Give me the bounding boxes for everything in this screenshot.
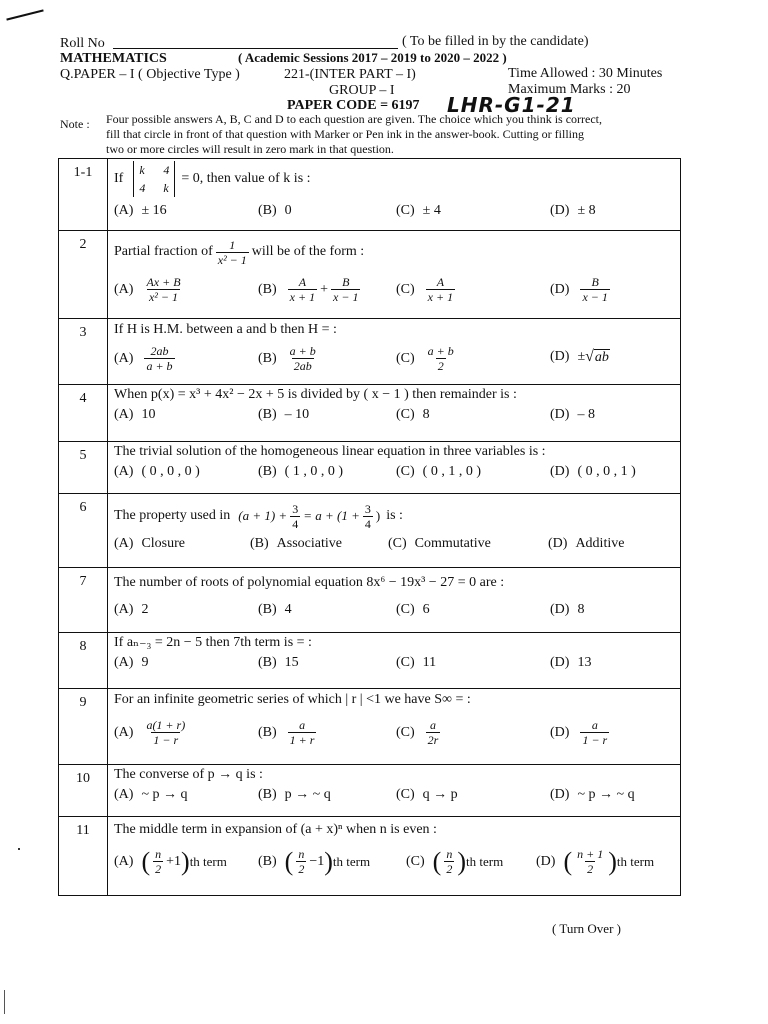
fraction-numerator: B bbox=[591, 275, 599, 289]
matrix-cell: 4 bbox=[139, 181, 146, 195]
plus-sign: + bbox=[320, 281, 329, 297]
option-label: (A) bbox=[114, 655, 134, 670]
question-text: The trivial solution of the homogeneous linear equation in three variables is : bbox=[114, 444, 546, 459]
option-value: ± 4 bbox=[422, 203, 441, 218]
option-c[interactable] bbox=[388, 536, 491, 552]
option-label: (A) bbox=[114, 203, 134, 218]
question-row bbox=[59, 633, 681, 689]
fraction bbox=[426, 344, 456, 373]
fraction bbox=[288, 275, 317, 304]
sessions: ( Academic Sessions 2017 – 2019 to 2020 – 2022 ) bbox=[238, 50, 507, 65]
question-body bbox=[108, 385, 681, 442]
option-b[interactable] bbox=[258, 718, 319, 747]
question-row bbox=[59, 385, 681, 442]
option-label: (D) bbox=[550, 655, 570, 670]
right-paren-icon: ) bbox=[457, 846, 467, 876]
option-d[interactable] bbox=[548, 536, 624, 552]
fraction-denominator: x² − 1 bbox=[148, 290, 178, 304]
question-body bbox=[108, 319, 681, 385]
note-line-3: two or more circles will result in zero mark in that question. bbox=[106, 142, 394, 156]
option-value: 0 bbox=[284, 203, 292, 218]
fraction-denominator: x − 1 bbox=[582, 290, 608, 304]
fraction bbox=[216, 238, 249, 267]
option-c[interactable] bbox=[396, 344, 459, 373]
fraction bbox=[153, 847, 163, 876]
fraction-denominator: 4 bbox=[364, 516, 371, 531]
option-b[interactable] bbox=[258, 203, 292, 219]
option-value: 2 bbox=[141, 602, 149, 617]
expression-part: (a + 1) + bbox=[238, 508, 288, 523]
option-label: (D) bbox=[550, 787, 570, 802]
corner-mark bbox=[6, 9, 43, 20]
option-c[interactable] bbox=[396, 464, 481, 480]
question-body bbox=[108, 633, 681, 689]
option-label: (B) bbox=[250, 536, 269, 551]
option-b[interactable] bbox=[258, 655, 299, 671]
option-label: (A) bbox=[114, 350, 134, 366]
option-label: (A) bbox=[114, 464, 134, 479]
option-value: – 8 bbox=[577, 407, 595, 422]
left-paren-icon: ( bbox=[284, 846, 294, 876]
fraction-numerator: A bbox=[298, 275, 307, 289]
question-text: When p(x) = x³ + 4x² − 2x + 5 is divided by ( x − 1 ) then remainder is : bbox=[114, 387, 517, 402]
question-text-tail: = 0, then value of k is : bbox=[181, 171, 311, 186]
fraction-denominator: x + 1 bbox=[427, 290, 454, 304]
fraction bbox=[288, 344, 318, 373]
option-d[interactable] bbox=[550, 407, 595, 423]
option-value: ~ p → q bbox=[141, 787, 188, 802]
question-number: 3 bbox=[59, 319, 108, 385]
term-suffix: th term bbox=[466, 853, 504, 869]
option-a[interactable] bbox=[114, 407, 155, 423]
option-label: (A) bbox=[114, 407, 134, 422]
option-value: 10 bbox=[141, 407, 156, 422]
fraction bbox=[144, 344, 174, 373]
question-body bbox=[108, 494, 681, 568]
option-a[interactable] bbox=[114, 344, 178, 373]
fraction-numerator: 2ab bbox=[150, 344, 169, 358]
question-row bbox=[59, 494, 681, 568]
note-label: Note : bbox=[60, 117, 90, 131]
paper-type: Q.PAPER – I ( Objective Type ) bbox=[60, 67, 240, 82]
fraction-numerator: a bbox=[591, 718, 598, 732]
option-c[interactable] bbox=[406, 847, 503, 876]
term-offset: +1 bbox=[166, 853, 182, 869]
option-label: (B) bbox=[258, 724, 277, 740]
option-label: (B) bbox=[258, 281, 277, 297]
term-suffix: th term bbox=[332, 853, 371, 869]
option-value: ( 0 , 0 , 1 ) bbox=[577, 464, 636, 479]
left-paren-icon: ( bbox=[432, 846, 442, 876]
matrix-cell: 4 bbox=[163, 163, 170, 177]
option-label: (C) bbox=[396, 407, 415, 422]
plus-minus: ± bbox=[577, 349, 586, 364]
option-label: (B) bbox=[258, 787, 277, 802]
option-value: q → p bbox=[422, 787, 458, 802]
fraction-numerator: 3 bbox=[364, 501, 371, 516]
option-label: (C) bbox=[396, 602, 415, 617]
fraction bbox=[580, 718, 609, 747]
question-number: 5 bbox=[59, 442, 108, 494]
fraction-denominator: x + 1 bbox=[289, 290, 316, 304]
option-d[interactable] bbox=[550, 464, 636, 480]
option-a[interactable] bbox=[114, 602, 148, 618]
question-text: If bbox=[114, 171, 124, 186]
expression-part: = a + (1 + bbox=[303, 508, 360, 523]
right-paren-icon: ) bbox=[608, 846, 617, 876]
term-suffix: th term bbox=[616, 853, 655, 869]
option-d[interactable] bbox=[550, 275, 613, 304]
right-paren-icon: ) bbox=[324, 846, 333, 876]
question-body bbox=[108, 442, 681, 494]
paper-code: PAPER CODE = 6197 bbox=[287, 98, 420, 113]
roll-no-line bbox=[113, 48, 398, 49]
option-label: (C) bbox=[388, 536, 407, 551]
option-label: (A) bbox=[114, 787, 134, 802]
option-value: 11 bbox=[422, 655, 437, 670]
option-a[interactable] bbox=[114, 787, 188, 803]
scan-speck bbox=[4, 990, 5, 1014]
option-label: (C) bbox=[396, 281, 415, 297]
option-value: ( 1 , 0 , 0 ) bbox=[284, 464, 343, 479]
question-number: 4 bbox=[59, 385, 108, 442]
fraction-numerator: a(1 + r) bbox=[146, 718, 186, 732]
fraction-numerator: a + b bbox=[289, 344, 316, 358]
option-c[interactable] bbox=[396, 203, 441, 219]
option-value: 8 bbox=[422, 407, 430, 422]
fraction-numerator: 3 bbox=[292, 501, 299, 516]
question-text: Partial fraction of bbox=[114, 244, 213, 259]
fraction bbox=[290, 502, 300, 531]
fraction-denominator: 2 bbox=[446, 862, 453, 876]
left-paren-icon: ( bbox=[563, 846, 573, 876]
fraction-denominator: 2 bbox=[587, 862, 594, 876]
option-label: (D) bbox=[550, 281, 570, 297]
radical-icon: √ bbox=[585, 348, 594, 365]
option-value: 6 bbox=[422, 602, 430, 617]
option-d[interactable] bbox=[550, 602, 584, 618]
option-a[interactable] bbox=[114, 536, 185, 552]
term-offset: −1 bbox=[309, 853, 325, 869]
option-value: 4 bbox=[284, 602, 292, 617]
fraction-denominator: 2 bbox=[155, 862, 162, 876]
option-b[interactable] bbox=[258, 407, 309, 423]
roll-no-label: Roll No bbox=[60, 36, 105, 51]
matrix-cell: k bbox=[163, 181, 169, 195]
option-label: (A) bbox=[114, 853, 134, 869]
determinant bbox=[133, 161, 175, 197]
option-value: Associative bbox=[276, 536, 342, 551]
option-label: (B) bbox=[258, 602, 277, 617]
option-b[interactable] bbox=[258, 602, 292, 618]
fraction-denominator: 2r bbox=[427, 733, 439, 747]
right-paren-icon: ) bbox=[181, 846, 190, 876]
expression-part: ) bbox=[375, 508, 381, 523]
option-c[interactable] bbox=[396, 787, 458, 803]
option-d[interactable] bbox=[550, 348, 610, 366]
fraction bbox=[426, 718, 441, 747]
option-label: (D) bbox=[550, 203, 570, 218]
fraction-denominator: x − 1 bbox=[333, 290, 359, 304]
option-label: (B) bbox=[258, 407, 277, 422]
question-text-tail: will be of the form : bbox=[251, 244, 365, 259]
fraction-numerator: A bbox=[436, 275, 445, 289]
question-row bbox=[59, 442, 681, 494]
option-label: (D) bbox=[550, 349, 570, 364]
handwritten-code: LHR-G1-21 bbox=[447, 93, 576, 117]
option-value: ± 16 bbox=[141, 203, 167, 218]
option-label: (C) bbox=[396, 655, 415, 670]
question-number: 10 bbox=[59, 765, 108, 817]
fraction bbox=[144, 718, 187, 747]
option-label: (C) bbox=[396, 203, 415, 218]
option-value: p → ~ q bbox=[284, 787, 331, 802]
fraction-denominator: x² − 1 bbox=[217, 252, 247, 267]
subject-title: MATHEMATICS bbox=[60, 51, 167, 66]
fraction bbox=[331, 275, 360, 304]
fraction-numerator: n bbox=[298, 847, 305, 861]
question-body bbox=[108, 765, 681, 817]
option-a[interactable] bbox=[114, 203, 167, 219]
option-c[interactable] bbox=[396, 655, 436, 671]
option-value: 9 bbox=[141, 655, 149, 670]
option-d[interactable] bbox=[550, 718, 612, 747]
fraction bbox=[144, 275, 182, 304]
option-value: ~ p → ~ q bbox=[577, 787, 635, 802]
question-body bbox=[108, 231, 681, 319]
fraction-denominator: a + b bbox=[146, 359, 173, 373]
option-a[interactable] bbox=[114, 275, 186, 304]
option-value: – 10 bbox=[284, 407, 310, 422]
option-label: (B) bbox=[258, 655, 277, 670]
fraction bbox=[580, 275, 609, 304]
option-c[interactable] bbox=[396, 602, 430, 618]
option-label: (B) bbox=[258, 203, 277, 218]
option-label: (A) bbox=[114, 281, 134, 297]
option-value: ( 0 , 0 , 0 ) bbox=[141, 464, 200, 479]
question-number: 7 bbox=[59, 568, 108, 633]
option-label: (B) bbox=[258, 464, 277, 479]
question-body bbox=[108, 159, 681, 231]
option-value: 13 bbox=[577, 655, 592, 670]
fraction-numerator: B bbox=[342, 275, 350, 289]
fraction-numerator: a bbox=[430, 718, 436, 732]
option-b[interactable] bbox=[250, 536, 342, 552]
option-label: (C) bbox=[406, 853, 425, 869]
question-number: 11 bbox=[59, 817, 108, 896]
question-number: 1-1 bbox=[59, 159, 108, 231]
fraction-numerator: a + b bbox=[427, 344, 454, 358]
fraction-numerator: a bbox=[299, 718, 306, 732]
question-row bbox=[59, 568, 681, 633]
option-label: (C) bbox=[396, 724, 415, 740]
question-row bbox=[59, 159, 681, 231]
fraction-denominator: 4 bbox=[292, 516, 299, 531]
question-row bbox=[59, 765, 681, 817]
question-body bbox=[108, 817, 681, 896]
option-label: (D) bbox=[548, 536, 568, 551]
option-label: (C) bbox=[396, 464, 415, 479]
option-label: (A) bbox=[114, 724, 134, 740]
fraction-numerator: n + 1 bbox=[577, 847, 604, 861]
option-d[interactable] bbox=[536, 847, 654, 876]
fraction-denominator: 2 bbox=[437, 359, 444, 373]
fraction-denominator: 1 − r bbox=[582, 733, 608, 747]
option-value: ± 8 bbox=[577, 203, 596, 218]
option-label: (C) bbox=[396, 350, 415, 366]
matrix-cell: k bbox=[139, 163, 145, 177]
scan-speck bbox=[18, 848, 20, 850]
option-a[interactable] bbox=[114, 464, 200, 480]
fraction-denominator: 1 + r bbox=[289, 733, 315, 747]
question-text: The number of roots of polynomial equation 8x⁶ − 19x³ − 27 = 0 are : bbox=[114, 575, 505, 590]
group: GROUP – I bbox=[329, 83, 395, 98]
fraction bbox=[575, 847, 605, 876]
fraction bbox=[444, 847, 454, 876]
option-label: (A) bbox=[114, 536, 134, 551]
fraction-numerator: n bbox=[446, 847, 453, 861]
question-number: 8 bbox=[59, 633, 108, 689]
fraction bbox=[363, 502, 373, 531]
fraction-numerator: n bbox=[155, 847, 162, 861]
question-text-tail: is : bbox=[386, 508, 403, 523]
option-value: Additive bbox=[575, 536, 625, 551]
option-value: Closure bbox=[141, 536, 185, 551]
option-label: (C) bbox=[396, 787, 415, 802]
option-label: (B) bbox=[258, 853, 277, 869]
term-suffix: th term bbox=[189, 853, 227, 869]
option-a[interactable] bbox=[114, 847, 227, 876]
option-a[interactable] bbox=[114, 718, 190, 747]
option-label: (D) bbox=[550, 407, 570, 422]
maximum-marks: Maximum Marks : 20 bbox=[508, 82, 631, 97]
option-b[interactable] bbox=[258, 344, 321, 373]
option-value: 8 bbox=[577, 602, 585, 617]
option-value: ( 0 , 1 , 0 ) bbox=[422, 464, 481, 479]
question-row bbox=[59, 689, 681, 765]
question-body bbox=[108, 568, 681, 633]
question-text: For an infinite geometric series of which | r | <1 we have S∞ = : bbox=[114, 692, 471, 707]
option-label: (A) bbox=[114, 602, 134, 617]
fraction-numerator: Ax + B bbox=[146, 275, 181, 289]
fraction-numerator: 1 bbox=[229, 237, 236, 252]
question-text: If H is H.M. between a and b then H = : bbox=[114, 322, 337, 337]
radicand: ab bbox=[594, 349, 609, 365]
fraction-denominator: 2 bbox=[298, 862, 305, 876]
option-label: (D) bbox=[550, 602, 570, 617]
left-paren-icon: ( bbox=[141, 846, 151, 876]
option-b[interactable] bbox=[258, 464, 343, 480]
question-number: 9 bbox=[59, 689, 108, 765]
option-a[interactable] bbox=[114, 655, 148, 671]
question-text: The property used in bbox=[114, 508, 231, 523]
fraction-denominator: 2ab bbox=[293, 359, 312, 373]
fraction bbox=[296, 847, 306, 876]
option-d[interactable] bbox=[550, 787, 635, 803]
option-value: Commutative bbox=[414, 536, 491, 551]
option-b[interactable] bbox=[258, 275, 363, 304]
option-value: 15 bbox=[284, 655, 299, 670]
questions-table bbox=[58, 158, 681, 896]
option-d[interactable] bbox=[550, 203, 596, 219]
option-c[interactable] bbox=[396, 275, 458, 304]
question-text: If aₙ₋₃ = 2n − 5 then 7th term is = : bbox=[114, 635, 312, 650]
fraction bbox=[426, 275, 455, 304]
option-b[interactable] bbox=[258, 787, 331, 803]
question-number: 6 bbox=[59, 494, 108, 568]
roll-no-hint: ( To be filled in by the candidate) bbox=[402, 34, 589, 49]
option-c[interactable] bbox=[396, 718, 443, 747]
question-body bbox=[108, 689, 681, 765]
time-allowed: Time Allowed : 30 Minutes bbox=[508, 66, 663, 81]
option-label: (D) bbox=[550, 724, 570, 740]
question-row bbox=[59, 817, 681, 896]
question-row bbox=[59, 231, 681, 319]
inter-part: 221-(INTER PART – I) bbox=[284, 67, 416, 82]
question-number: 2 bbox=[59, 231, 108, 319]
option-c[interactable] bbox=[396, 407, 430, 423]
option-d[interactable] bbox=[550, 655, 591, 671]
fraction-denominator: 1 − r bbox=[153, 733, 179, 747]
fraction bbox=[288, 718, 317, 747]
option-label: (D) bbox=[550, 464, 570, 479]
question-text: The middle term in expansion of (a + x)ⁿ when n is even : bbox=[114, 822, 437, 837]
question-row bbox=[59, 319, 681, 385]
option-label: (D) bbox=[536, 853, 556, 869]
question-text: The converse of p → q is : bbox=[114, 767, 263, 782]
option-label: (B) bbox=[258, 350, 277, 366]
option-b[interactable] bbox=[258, 847, 370, 876]
turn-over: ( Turn Over ) bbox=[552, 921, 621, 936]
note-line-2: fill that circle in front of that question with Marker or Pen ink in the answer-book. Cutting or filling bbox=[106, 127, 584, 141]
note-line-1: Four possible answers A, B, C and D to each question are given. The choice which you think is correct, bbox=[106, 112, 603, 126]
